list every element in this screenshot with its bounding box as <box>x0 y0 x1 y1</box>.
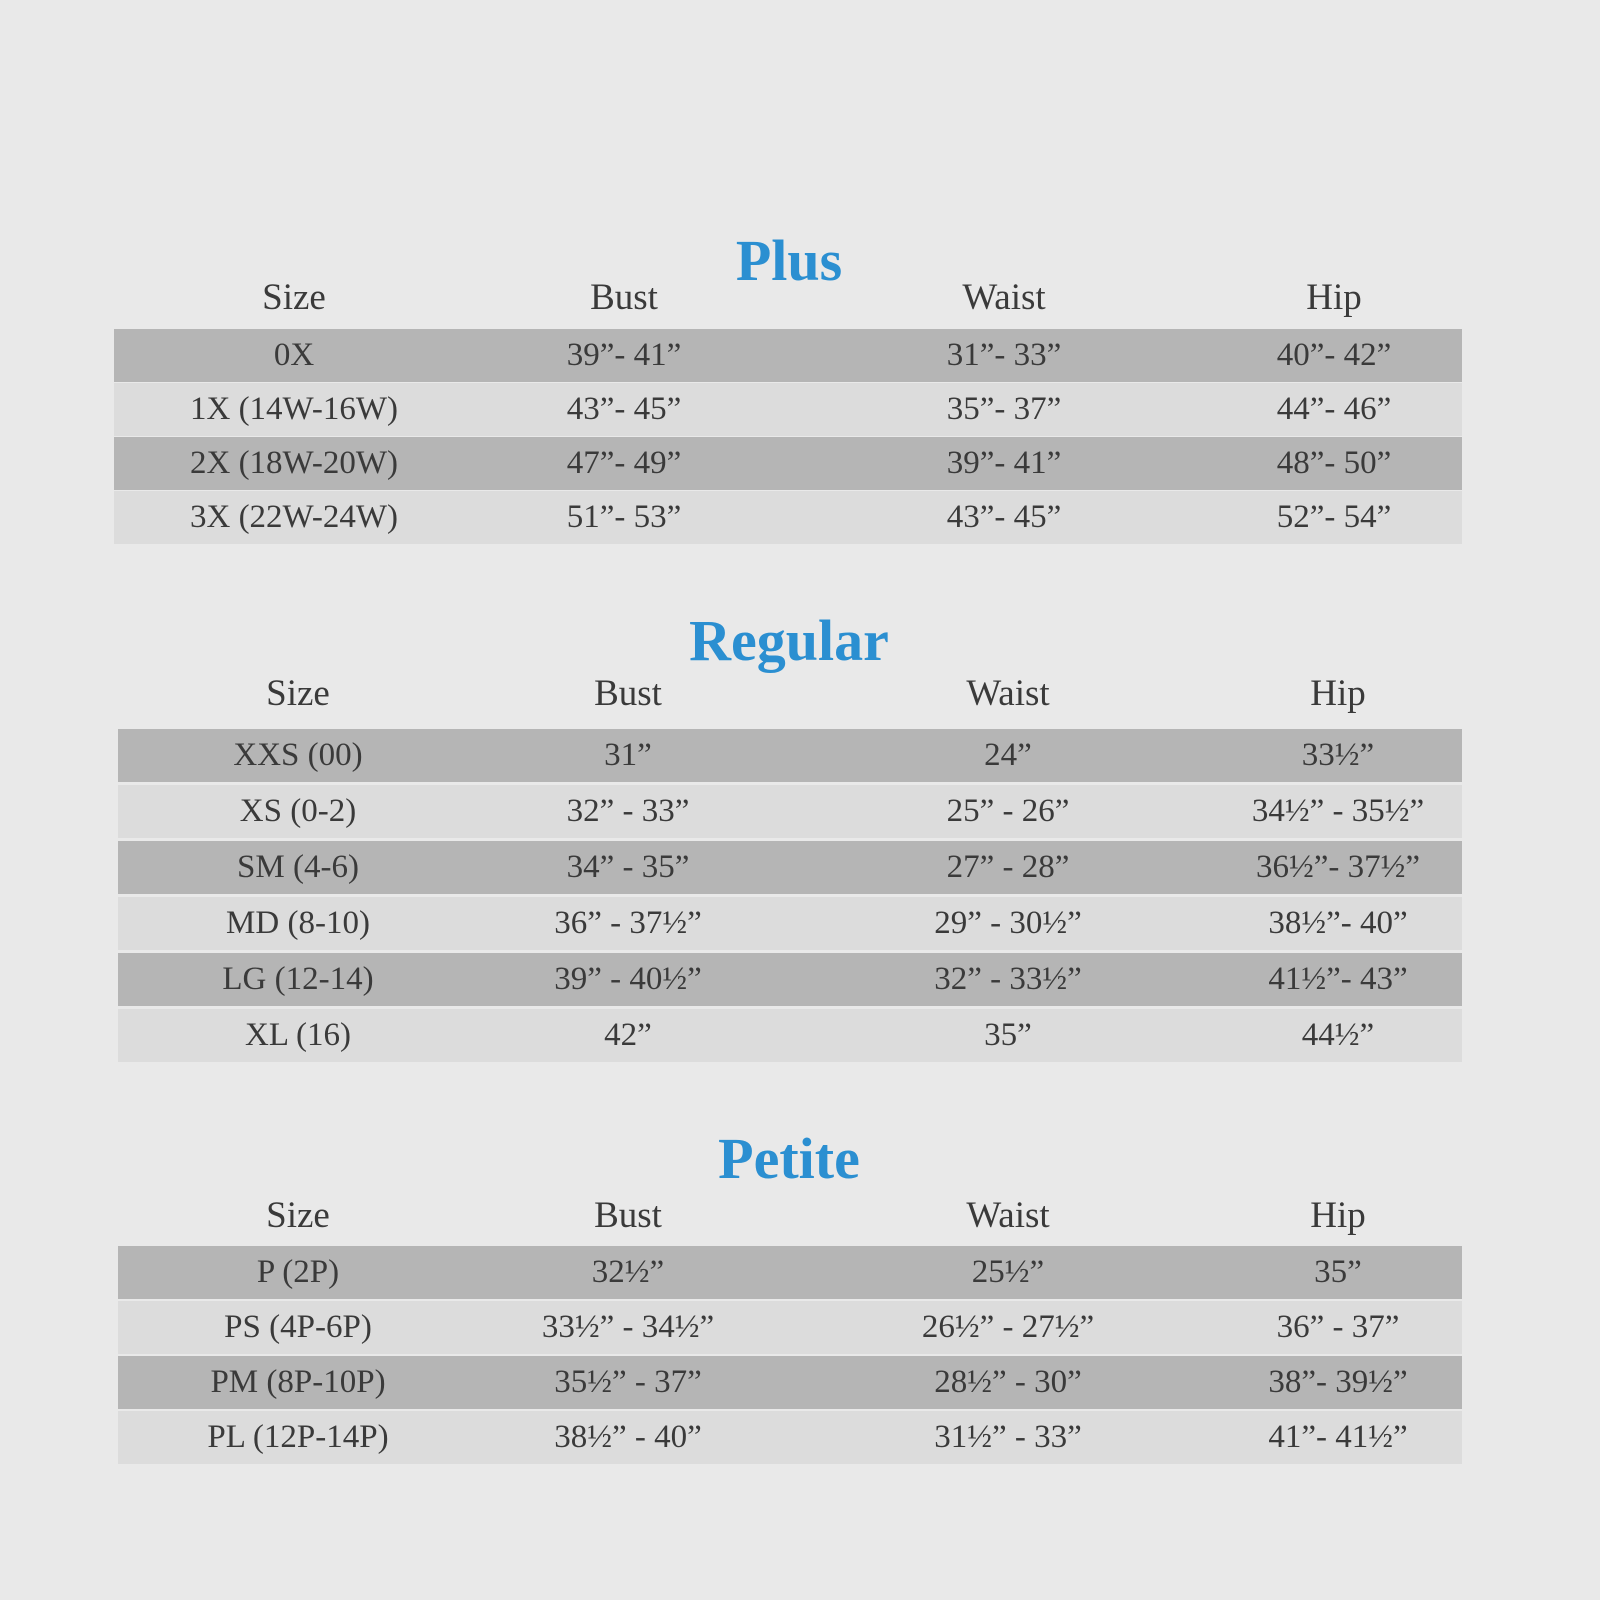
cell-waist: 26½” - 27½” <box>921 1309 1095 1345</box>
cell-hip: 35” <box>1314 1254 1362 1290</box>
section-title: Regular <box>689 608 889 673</box>
cell-bust: 36” - 37½” <box>554 905 702 941</box>
cell-waist: 43”- 45” <box>946 499 1062 535</box>
table-row <box>118 1356 1462 1409</box>
cell-waist: 32” - 33½” <box>934 961 1082 997</box>
cell-waist: 31½” - 33” <box>934 1419 1082 1455</box>
table-row <box>114 437 1462 490</box>
cell-hip: 44½” <box>1301 1017 1375 1053</box>
cell-hip: 33½” <box>1301 737 1375 773</box>
cell-waist: 39”- 41” <box>946 445 1062 481</box>
cell-bust: 42” <box>604 1017 652 1053</box>
cell-size: XXS (00) <box>233 737 363 773</box>
column-header-bust: Bust <box>594 672 662 714</box>
cell-bust: 34” - 35” <box>566 849 690 885</box>
table-row <box>114 491 1462 544</box>
cell-bust: 32½” <box>591 1254 665 1290</box>
column-header-bust: Bust <box>590 276 658 318</box>
column-header-bust: Bust <box>594 1194 662 1236</box>
cell-waist: 25½” <box>971 1254 1045 1290</box>
column-header-hip: Hip <box>1310 672 1366 714</box>
cell-hip: 48”- 50” <box>1276 445 1392 481</box>
cell-bust: 51”- 53” <box>566 499 682 535</box>
cell-waist: 29” - 30½” <box>934 905 1082 941</box>
table-row <box>118 729 1462 782</box>
table-row <box>118 1301 1462 1354</box>
cell-size: XL (16) <box>245 1017 351 1053</box>
cell-size: 1X (14W-16W) <box>189 391 399 427</box>
cell-size: SM (4-6) <box>237 849 359 885</box>
table-row <box>114 329 1462 382</box>
cell-hip: 36” - 37” <box>1276 1309 1400 1345</box>
cell-hip: 38½”- 40” <box>1268 905 1408 941</box>
column-header-hip: Hip <box>1306 276 1362 318</box>
table-row <box>118 785 1462 838</box>
cell-size: 0X <box>273 337 315 373</box>
column-header-waist: Waist <box>966 672 1050 714</box>
cell-size: XS (0-2) <box>239 793 357 829</box>
cell-size: 3X (22W-24W) <box>189 499 399 535</box>
cell-hip: 38”- 39½” <box>1268 1364 1408 1400</box>
cell-size: LG (12-14) <box>222 961 374 997</box>
column-header-waist: Waist <box>966 1194 1050 1236</box>
cell-hip: 40”- 42” <box>1276 337 1392 373</box>
cell-size: MD (8-10) <box>226 905 370 941</box>
cell-hip: 36½”- 37½” <box>1255 849 1421 885</box>
table-row <box>118 897 1462 950</box>
cell-bust: 39”- 41” <box>566 337 682 373</box>
cell-waist: 35” <box>984 1017 1032 1053</box>
cell-hip: 34½” - 35½” <box>1251 793 1425 829</box>
cell-bust: 32” - 33” <box>566 793 690 829</box>
cell-waist: 25” - 26” <box>946 793 1070 829</box>
table-header-row <box>118 1190 1438 1240</box>
table-row <box>118 953 1462 1006</box>
cell-waist: 24” <box>984 737 1032 773</box>
cell-bust: 38½” - 40” <box>554 1419 702 1455</box>
cell-waist: 27” - 28” <box>946 849 1070 885</box>
table-row <box>114 383 1462 436</box>
cell-size: PS (4P-6P) <box>224 1309 372 1345</box>
table-row <box>118 1411 1462 1464</box>
cell-bust: 33½” - 34½” <box>541 1309 715 1345</box>
table-header-row <box>114 272 1434 322</box>
cell-bust: 35½” - 37” <box>554 1364 702 1400</box>
cell-size: P (2P) <box>256 1254 340 1290</box>
column-header-waist: Waist <box>962 276 1046 318</box>
column-header-size: Size <box>262 276 326 318</box>
cell-hip: 41½”- 43” <box>1268 961 1408 997</box>
cell-bust: 31” <box>604 737 652 773</box>
cell-bust: 39” - 40½” <box>554 961 702 997</box>
column-header-hip: Hip <box>1310 1194 1366 1236</box>
section-title: Plus <box>735 228 843 293</box>
table-header-row <box>118 668 1438 718</box>
cell-waist: 28½” - 30” <box>934 1364 1082 1400</box>
cell-waist: 35”- 37” <box>946 391 1062 427</box>
cell-hip: 52”- 54” <box>1276 499 1392 535</box>
cell-bust: 43”- 45” <box>566 391 682 427</box>
column-header-size: Size <box>266 672 330 714</box>
cell-size: PL (12P-14P) <box>207 1419 389 1455</box>
cell-bust: 47”- 49” <box>566 445 682 481</box>
column-header-size: Size <box>266 1194 330 1236</box>
cell-size: PM (8P-10P) <box>210 1364 386 1400</box>
cell-waist: 31”- 33” <box>946 337 1062 373</box>
table-row <box>118 841 1462 894</box>
section-title: Petite <box>718 1126 860 1191</box>
table-row <box>118 1246 1462 1299</box>
table-row <box>118 1009 1462 1062</box>
cell-hip: 41”- 41½” <box>1268 1419 1408 1455</box>
cell-hip: 44”- 46” <box>1276 391 1392 427</box>
cell-size: 2X (18W-20W) <box>189 445 399 481</box>
